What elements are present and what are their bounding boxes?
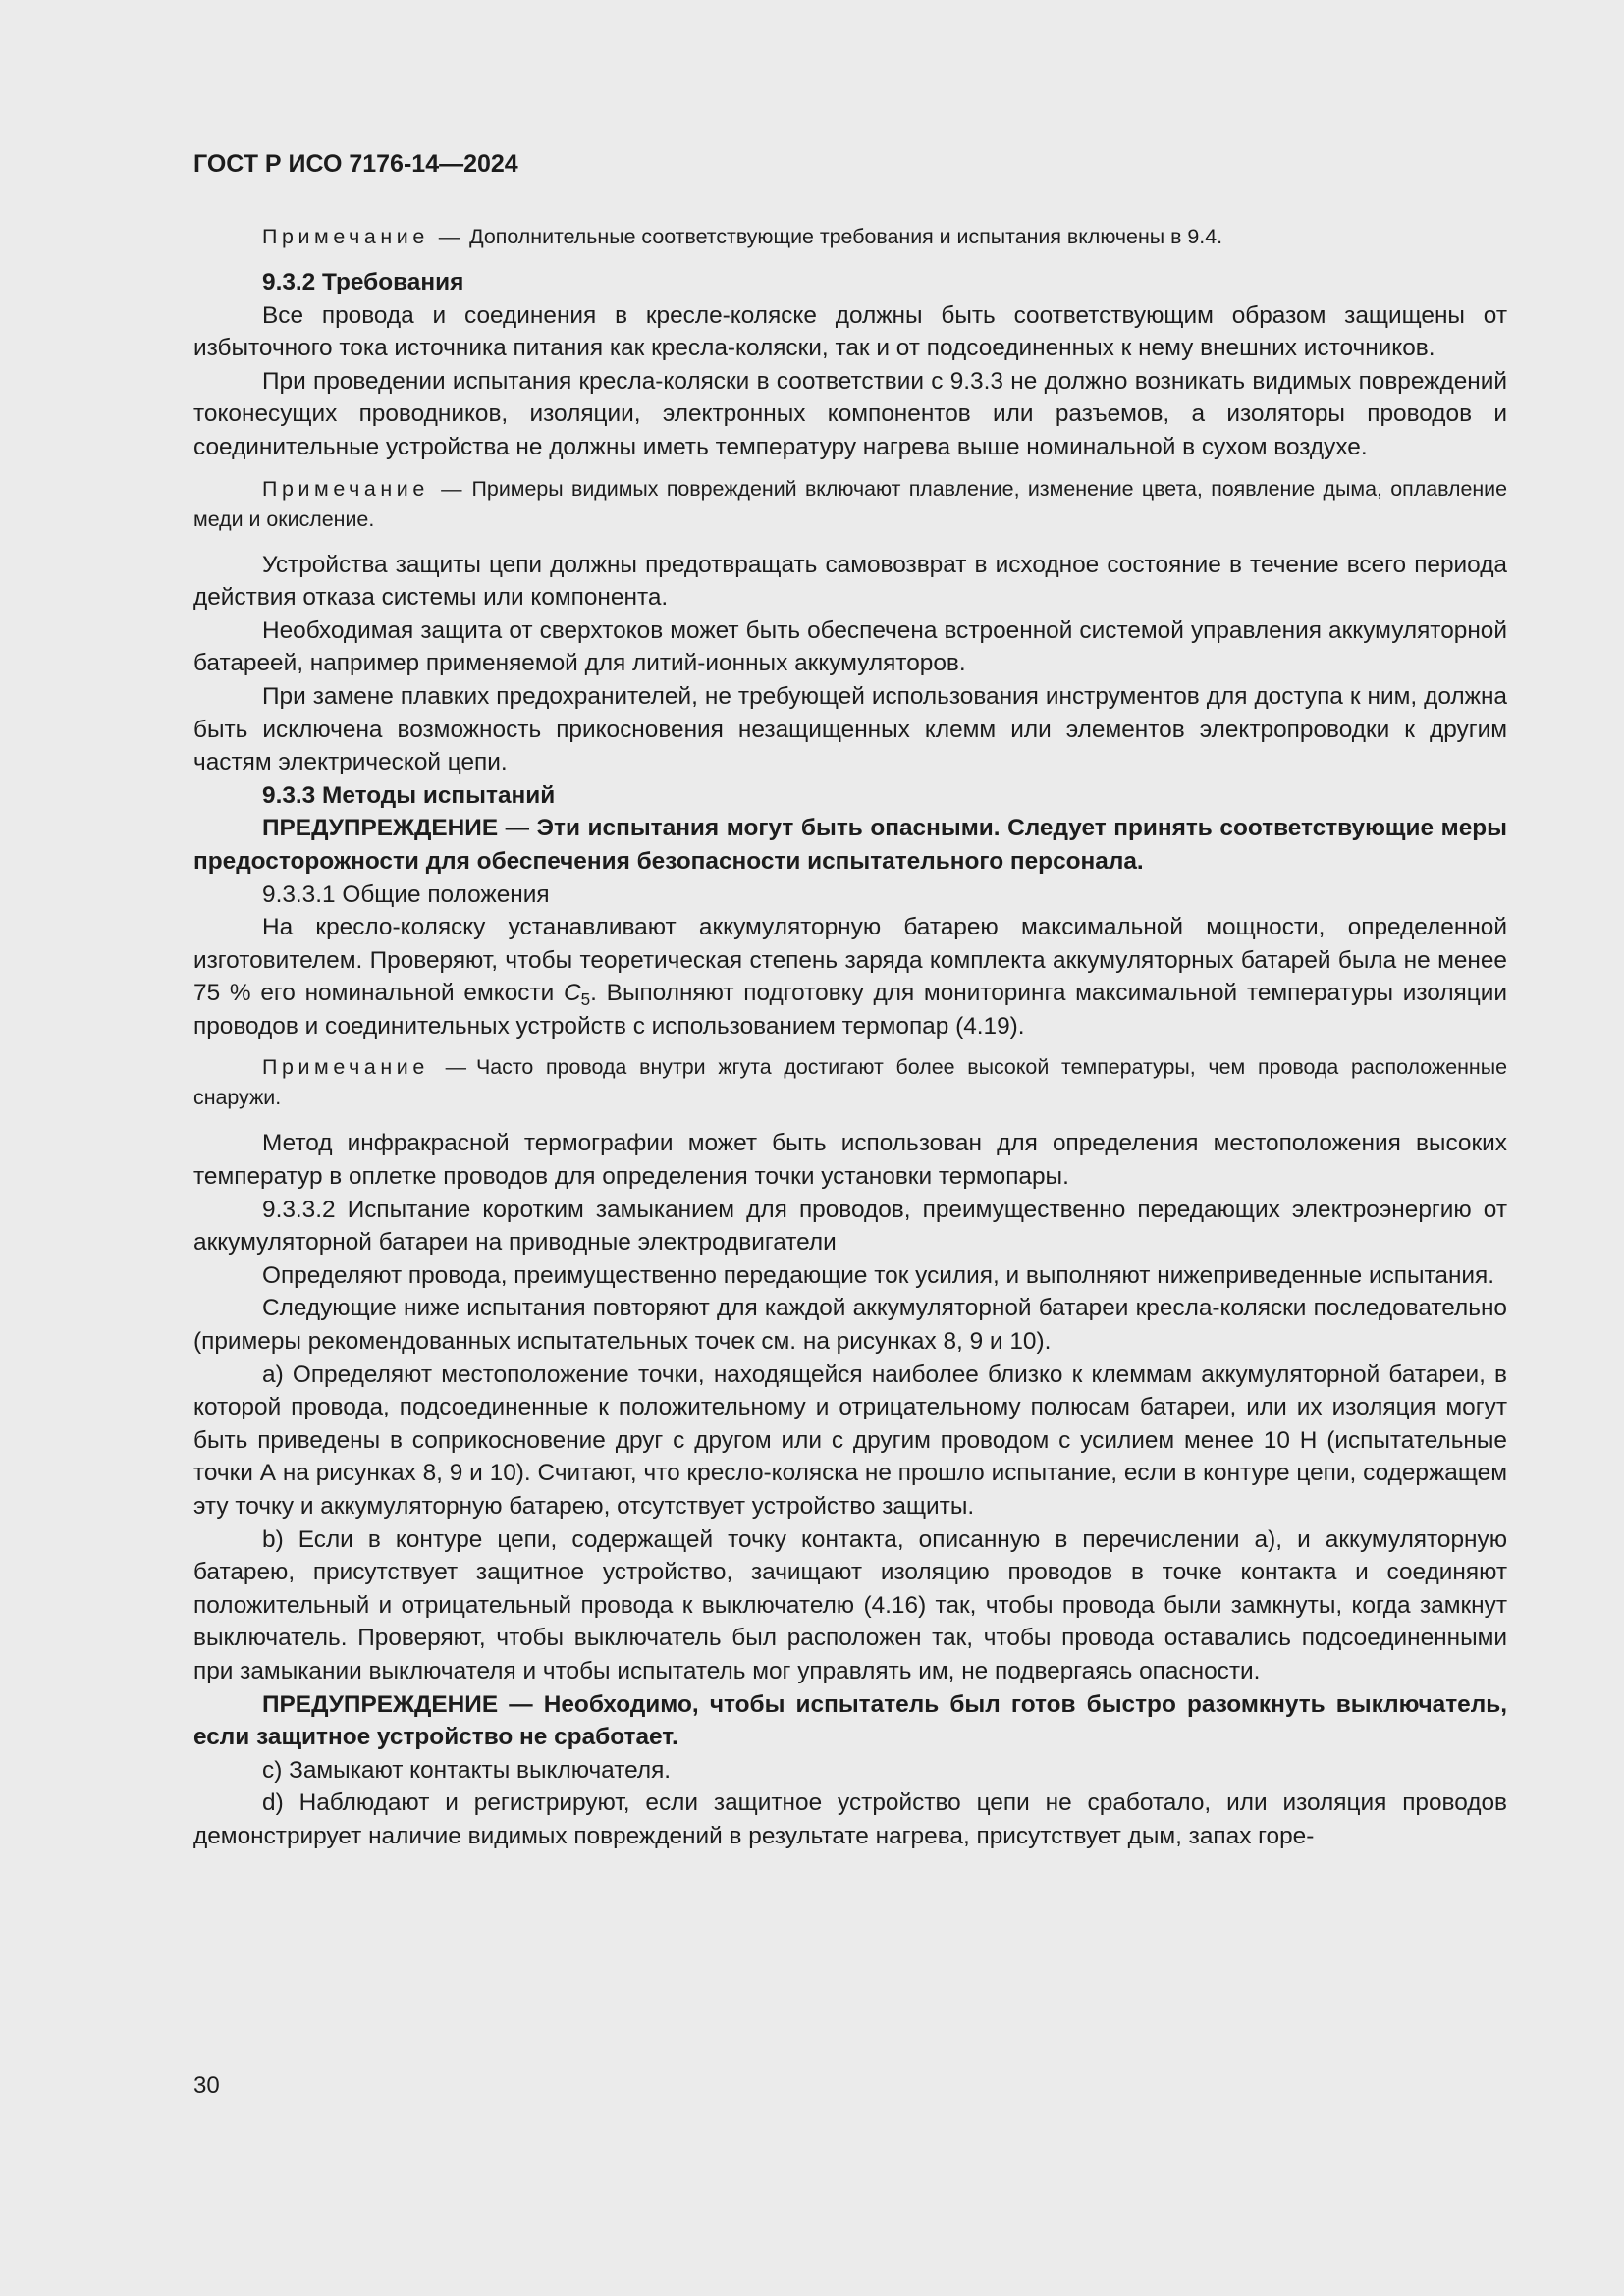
note-3: [193, 1052, 1507, 1113]
list-item-a: a) Определяют местоположение точки, находящейся наиболее близко к клеммам аккумуляторной батареи, в которой провода, подсоединенные к положительному и отрицательному полюсам батареи, или их изоляция могут быть приведены в соприкосновение друг с другом или с другим проводом с усилием менее 10 Н (испытательные точки А на рисунках 8, 9 и 10). Считают, что кресло-коляска не прошло испытание, если в контуре цепи, содержащем эту точку и аккумуляторную батарею, отсутствует устройство защиты.: [193, 1361, 1507, 1520]
note-text: Примеры видимых повреждений включают плавление, изменение цвета, появление дыма, оплавление меди и окисление.: [193, 476, 1508, 531]
note-dash: —: [445, 1055, 466, 1080]
warning-2: ПРЕДУПРЕЖДЕНИЕ — Необходимо, чтобы испытатель был готов быстро разомкнуть выключатель, если защитное устройство не сработает.: [193, 1690, 1507, 1751]
subsection-heading-9-3-3-2: 9.3.3.2 Испытание коротким замыканием для проводов, преимущественно передающих электроэнергию от аккумуляторной батареи на приводные электродвигатели: [193, 1196, 1507, 1256]
paragraph: Следующие ниже испытания повторяют для каждой аккумуляторной батареи кресла-коляски последовательно (примеры рекомендованных испытательных точек см. на рисунках 8, 9 и 10).: [193, 1295, 1507, 1356]
list-item-c: c) Замыкают контакты выключателя.: [262, 1756, 672, 1784]
section-heading-9-3-2: 9.3.2 Требования: [262, 269, 464, 295]
note-dash: —: [441, 476, 462, 501]
paragraph-part: . Выполняют подготовку для мониторинга максимальной температуры изоляции проводов и соединительных устройств с использованием термопар (4.19).: [193, 980, 1507, 1040]
subsection-heading-9-3-3-1: 9.3.3.1 Общие положения: [262, 881, 550, 908]
capacity-symbol: C: [564, 980, 581, 1007]
page-number: 30: [193, 2072, 220, 2099]
note-text: Дополнительные соответствующие требования и испытания включены в 9.4.: [469, 225, 1223, 248]
paragraph: При проведении испытания кресла-коляски в соответствии с 9.3.3 не должно возникать видимых повреждений токонесущих проводников, изоляции, электронных компонентов или разъемов, а изоляторы проводов и соединительные устройства не должны иметь температуру нагрева выше номинальной в сухом воздухе.: [193, 367, 1507, 460]
warning-1: ПРЕДУПРЕЖДЕНИЕ — Эти испытания могут быть опасными. Следует принять соответствующие меры предосторожности для обеспечения безопасности испытательного персонала.: [193, 815, 1507, 875]
note-label: Примечание: [262, 476, 429, 501]
paragraph: Метод инфракрасной термографии может быть использован для определения местоположения высоких температур в оплетке проводов для определения точки установки термопары.: [193, 1130, 1507, 1191]
note-label: Примечание: [262, 225, 429, 248]
note-2: [193, 474, 1507, 535]
document-page: [193, 147, 1507, 2110]
paragraph: Определяют провода, преимущественно передающие ток усилия, и выполняют нижеприведенные испытания.: [262, 1261, 1495, 1289]
paragraph: Все провода и соединения в кресле-коляске должны быть соответствующим образом защищены от избыточного тока источника питания как кресла-коляски, так и от подсоединенных к нему внешних источников.: [193, 301, 1507, 362]
paragraph: Необходимая защита от сверхтоков может быть обеспечена встроенной системой управления аккумуляторной батареей, например применяемой для литий-ионных аккумуляторов.: [193, 616, 1507, 677]
paragraph: Устройства защиты цепи должны предотвращать самовозврат в исходное состояние в течение всего периода действия отказа системы или компонента.: [193, 551, 1507, 612]
document-header: ГОСТ Р ИСО 7176-14—2024: [193, 150, 518, 178]
note-dash: —: [438, 225, 460, 248]
paragraph-part: На кресло-коляску устанавливают аккумуляторную батарею максимальной мощности, определенной изготовителем. Проверяют, чтобы теоретическая степень заряда комплекта аккумуляторных батарей была не менее 75 % его номинальной емкости: [193, 914, 1507, 1007]
capacity-subscript: 5: [580, 990, 591, 1010]
section-heading-9-3-3: 9.3.3 Методы испытаний: [262, 781, 556, 809]
paragraph: При замене плавких предохранителей, не требующей использования инструментов для доступа к ним, должна быть исключена возможность прикосновения незащищенных клемм или элементов электропроводки к другим частям электрической цепи.: [193, 682, 1507, 776]
list-item-d: d) Наблюдают и регистрируют, если защитное устройство цепи не сработало, или изоляция проводов демонстрирует наличие видимых повреждений в результате нагрева, присутствует дым, запах горе-: [193, 1789, 1507, 1849]
note-text: Часто провода внутри жгута достигают более высокой температуры, чем провода расположенные снаружи.: [193, 1055, 1507, 1110]
note-1: [193, 222, 1507, 252]
note-label: Примечание: [262, 1055, 429, 1080]
list-item-b: b) Если в контуре цепи, содержащей точку контакта, описанную в перечислении а), и аккумуляторную батарею, присутствует защитное устройство, зачищают изоляцию проводов в точке контакта и соединяют положительный и отрицательный провода к выключателю (4.16) так, чтобы провода были замкнуты, когда замкнут выключатель. Проверяют, чтобы выключатель был расположен так, чтобы провода оставались подсоединенными при замыкании выключателя и чтобы испытатель мог управлять им, не подвергаясь опасности.: [193, 1525, 1507, 1684]
paragraph: [193, 911, 1507, 1042]
